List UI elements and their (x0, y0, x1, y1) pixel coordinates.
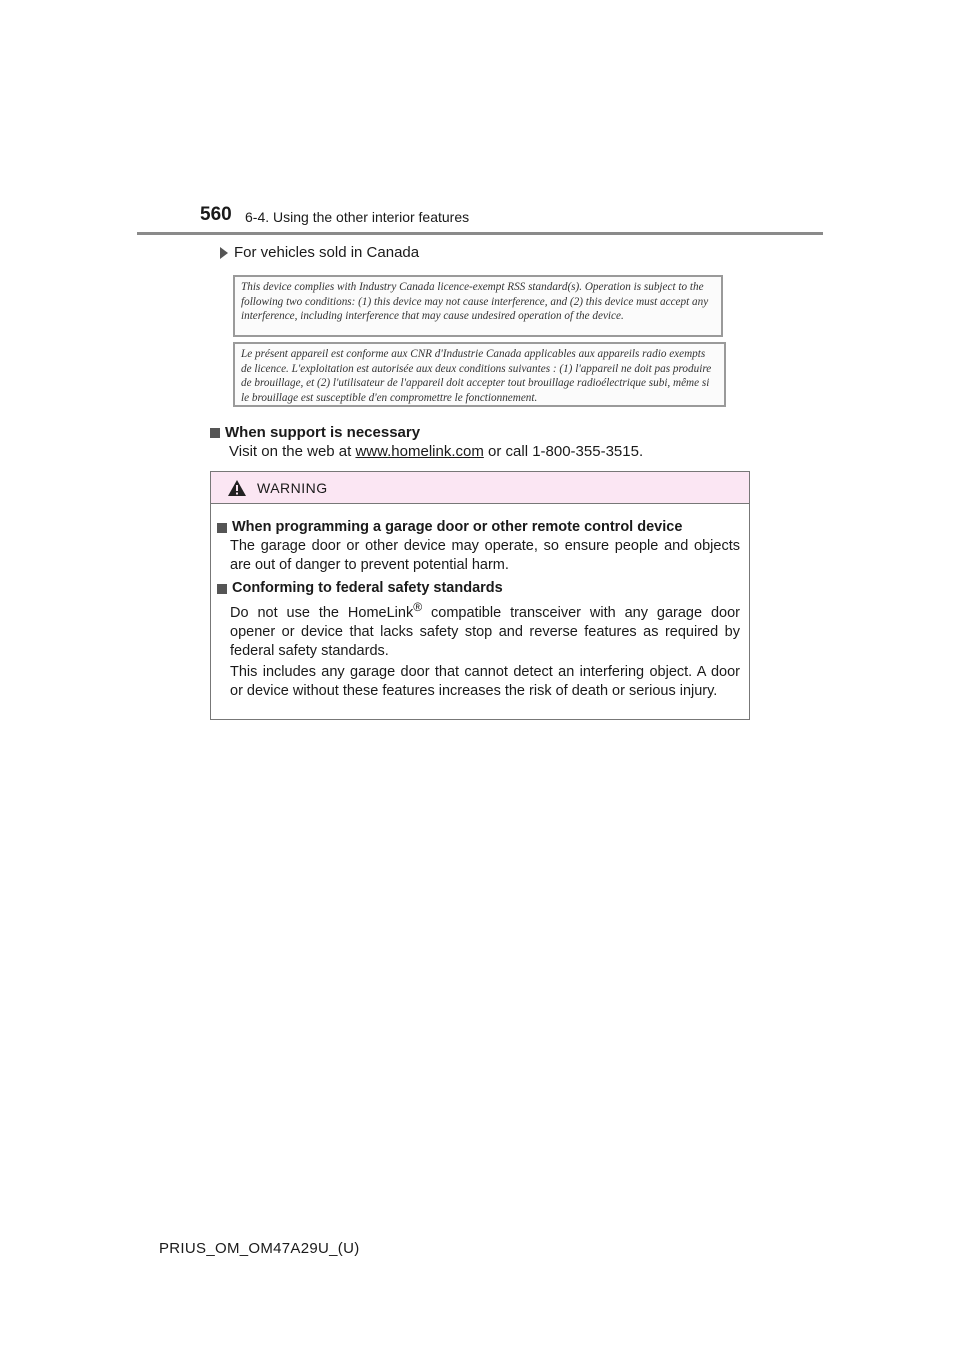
warning-item-heading-label: When programming a garage door or other remote control device (232, 519, 683, 535)
warning-triangle-icon (227, 479, 247, 497)
support-text-before: Visit on the web at (229, 443, 356, 460)
square-bullet-icon (217, 523, 227, 533)
triangle-bullet-icon (220, 247, 228, 259)
header-rule (137, 232, 823, 235)
warning-item-text: This includes any garage door that cannot detect an interfering object. A door or device without these features increases the risk of death or serious injury. (230, 663, 740, 699)
notice-french: Le présent appareil est conforme aux CNR d'Industrie Canada applicables aux appareils radio exempts de licence. L'exploitation est autorisée aux deux conditions suivantes : (1) l'appareil ne doit pas produire de brouillage, et (2) l'utilisateur de l'appareil doit accepter tout brouillage radioélectrique subi, même si le brouillage est susceptible d'en compromettre le fonctionnement. (233, 342, 726, 407)
support-text-after: or call 1-800-355-3515. (483, 443, 644, 460)
warning-item-text (217, 598, 740, 661)
homelink-link[interactable]: www.homelink.com (355, 443, 484, 460)
warning-title: WARNING (257, 479, 328, 496)
warning-box (210, 471, 750, 720)
canada-heading-label: For vehicles sold in Canada (234, 244, 420, 261)
registered-mark: ® (413, 600, 423, 614)
warning-text-part: Do not use the HomeLink (230, 604, 414, 621)
canada-heading (220, 244, 419, 261)
footer-code: PRIUS_OM_OM47A29U_(U) (159, 1240, 360, 1257)
square-bullet-icon (210, 428, 220, 438)
square-bullet-icon (217, 584, 227, 594)
warning-header (211, 472, 749, 504)
support-text (229, 443, 643, 460)
warning-item-heading (217, 579, 740, 598)
section-title: 6-4. Using the other interior features (245, 209, 470, 225)
warning-item-text: The garage door or other device may operate, so ensure people and objects are out of danger to prevent potential harm. (230, 538, 740, 573)
support-heading (210, 424, 420, 441)
notice-english: This device complies with Industry Canada licence-exempt RSS standard(s). Operation is subject to the following two conditions: (1) this device may not cause interference, and (2) this device must accept any interference, including interference that may cause undesired operation of the device. (233, 275, 723, 337)
support-heading-label: When support is necessary (225, 424, 421, 441)
page-number: 560 (200, 204, 232, 225)
warning-body (211, 504, 749, 701)
warning-text-part: compatible transceiver with any garage door opener or device that lacks safety stop and reverse features as required by federal safety standards. (230, 604, 741, 659)
warning-item-heading (217, 518, 740, 537)
warning-item-heading-label: Conforming to federal safety standards (232, 580, 503, 596)
